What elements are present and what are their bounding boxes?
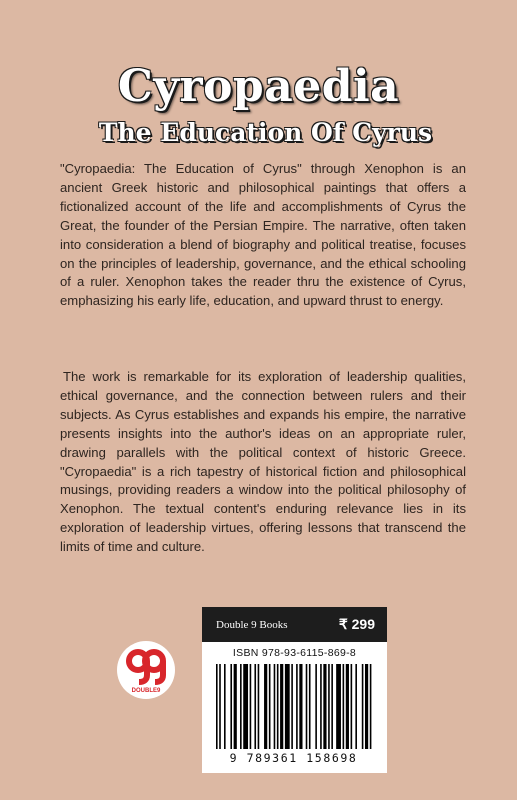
blurb-paragraph-2: The work is remarkable for its exploration of leadership qualities, ethical governance, and the connection between rulers and their subjects. As Cyrus establishes and expands his empire, the narrative presents insights into the author's ideas on an appropriate ruler, drawing parallels with the political context of historic Greece. "Cyropaedia" is a rich tapestry of historical fiction and philosophical musings, providing readers a window into the political philosophy of Xenophon. The textual content's enduring relevance lies in its exploration of leadership virtues, offering lessons that transcend the limits of time and culture. — [60, 369, 466, 555]
publisher-logo — [117, 641, 175, 699]
book-subtitle: The Education Of Cyrus — [98, 118, 433, 147]
price: ₹ 299 — [338, 616, 375, 632]
blurb-paragraph-1: "Cyropaedia: The Education of Cyrus" through Xenophon is an ancient Greek historic and philosophical paintings that offers a fictionalized account of the life and accomplishments of Cyrus the Great, the founder of the Persian Empire. The narrative, often taken into consideration a blend of biography and political treatise, focuses on the principles of leadership, governance, and the ethical schooling of a ruler. Xenophon takes the reader thru the existence of Cyrus, emphasizing his early life, education, and upward thrust to energy. — [60, 161, 466, 309]
barcode-header — [202, 607, 387, 642]
logo-label: DOUBLE9 — [131, 688, 161, 694]
publisher-name: Double 9 Books — [216, 618, 288, 631]
double9-logo-icon — [117, 641, 175, 699]
barcode-box — [202, 607, 387, 773]
barcode-icon — [216, 664, 373, 749]
barcode-digits: 9 789361 158698 — [229, 751, 358, 765]
isbn-text: ISBN 978-93-6115-869-8 — [232, 647, 357, 659]
book-title: Cyropaedia — [117, 61, 400, 112]
